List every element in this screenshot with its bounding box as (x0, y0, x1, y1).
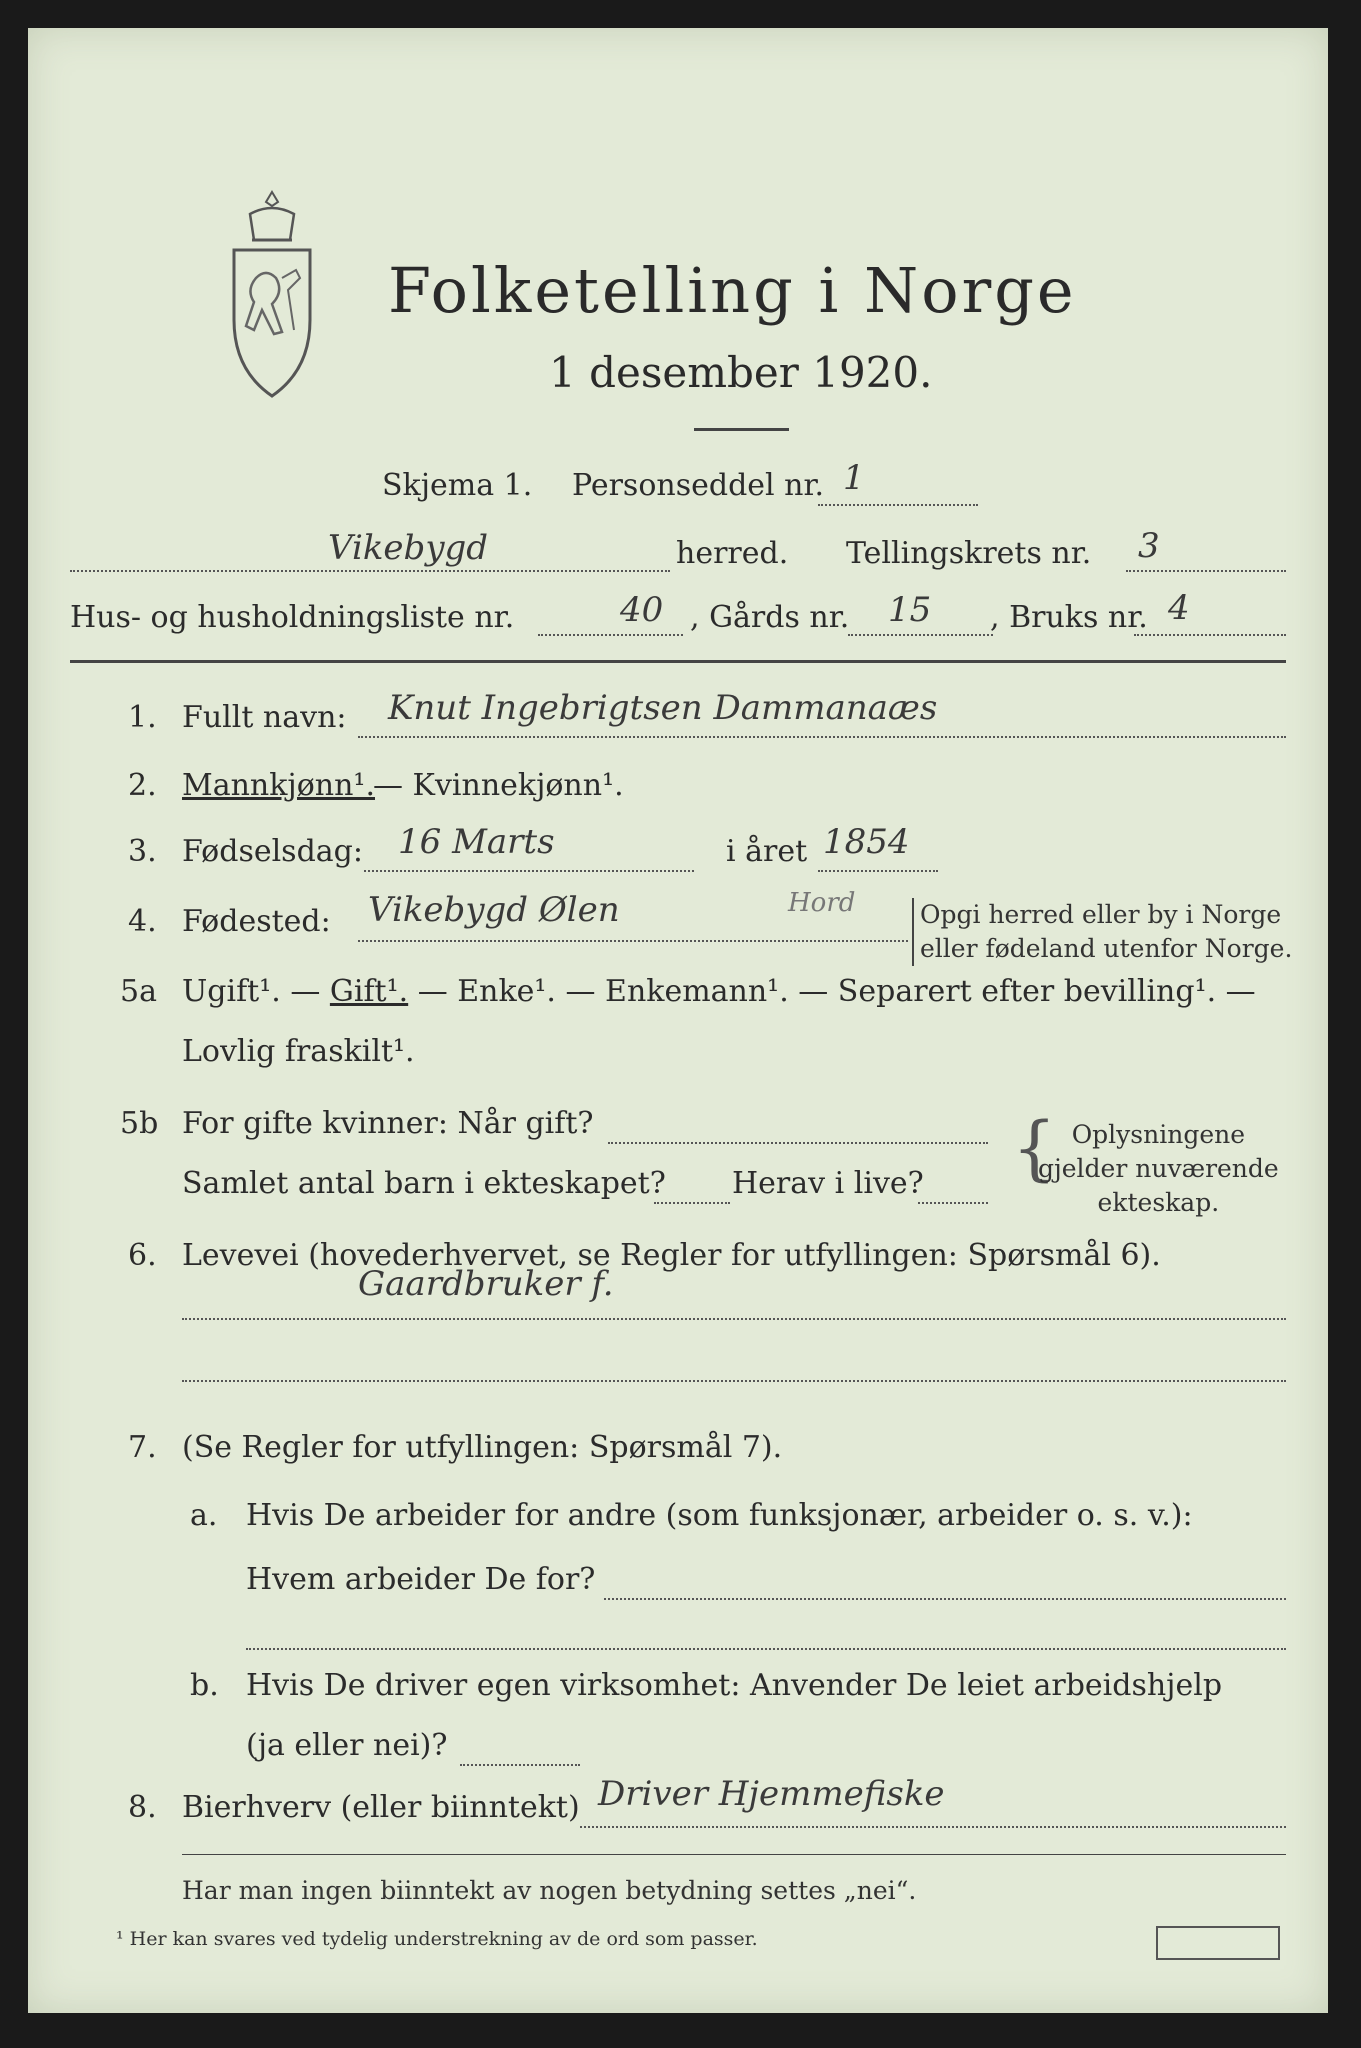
footer-note: Har man ingen biinntekt av nogen betydning settes „nei“. (182, 1876, 917, 1905)
q6-value: Gaardbruker f. (358, 1264, 614, 1304)
q2-number: 2. (128, 768, 157, 803)
q6-label: Levevei (hovederhvervet, se Regler for utfyllingen: Spørsmål 6). (182, 1238, 1161, 1273)
title-divider (694, 428, 789, 431)
q1-label: Fullt navn: (182, 700, 347, 735)
bruks-label: , Bruks nr. (990, 600, 1148, 635)
q6-line-2 (182, 1380, 1286, 1382)
q5b-brace: { (1012, 1107, 1057, 1189)
q2-option-male: Mannkjønn¹. (182, 768, 375, 803)
q3-year-value: 1854 (823, 822, 910, 862)
q5b-label: For gifte kvinner: Når gift? (182, 1106, 594, 1141)
header-divider (70, 660, 1286, 663)
personseddel-value: 1 (843, 458, 865, 498)
q8-label: Bierhverv (eller biinntekt) (182, 1790, 580, 1825)
q5b-note (1038, 1118, 1279, 1220)
q7a-letter: a. (190, 1498, 218, 1533)
q4-line (358, 940, 908, 942)
q7a-line-1 (604, 1598, 1286, 1600)
coat-of-arms-icon (226, 188, 318, 403)
q5b-children-line (654, 1202, 730, 1204)
q5a-options (182, 974, 1256, 1009)
schema-label: Skjema 1. (382, 468, 533, 503)
q4-note (912, 898, 1292, 966)
herred-value: Vikebygd (328, 528, 489, 568)
q3-year-line (818, 870, 938, 872)
q4-label: Fødested: (182, 904, 331, 939)
q5b-alive-line (918, 1202, 988, 1204)
q5b-note-line2: gjelder nuværende (1038, 1154, 1279, 1183)
q7b-yesno-label: (ja eller nei)? (246, 1728, 448, 1763)
q2-option-female: — Kvinnekjønn¹. (373, 768, 624, 803)
form-title: Folketelling i Norge (388, 254, 1077, 327)
herred-label: herred. (676, 536, 789, 571)
q7a-who-label: Hvem arbeider De for? (246, 1562, 596, 1597)
bruks-line (1134, 634, 1286, 636)
husholdningsliste-label: Hus- og husholdningsliste nr. (70, 600, 515, 635)
q5a-option-gift: Gift¹. (329, 974, 409, 1009)
gards-line (848, 634, 993, 636)
q8-line (580, 1826, 1286, 1828)
census-form-sheet (28, 28, 1328, 2013)
q6-line-1 (182, 1318, 1286, 1320)
herred-line (70, 570, 670, 572)
q3-date-line (364, 870, 694, 872)
q5b-line (608, 1142, 988, 1144)
q6-number: 6. (128, 1238, 157, 1273)
bruks-value: 4 (1168, 588, 1190, 628)
q7a-line-2 (246, 1648, 1286, 1650)
footnote: ¹ Her kan svares ved tydelig understrekning av de ord som passer. (116, 1928, 758, 1950)
q1-line (358, 736, 1286, 738)
q3-number: 3. (128, 834, 157, 869)
q4-note-line1: Opgi herred eller by i Norge (920, 900, 1282, 929)
footer-divider (182, 1854, 1286, 1855)
q5a-number: 5a (120, 974, 157, 1009)
husliste-value: 40 (620, 590, 664, 630)
tellingskrets-value: 3 (1138, 526, 1160, 566)
q3-date-value: 16 Marts (398, 822, 555, 862)
q5b-number: 5b (120, 1106, 159, 1141)
q7b-line (460, 1764, 580, 1766)
q5a-option-ugift: Ugift¹. — (182, 974, 321, 1009)
q1-number: 1. (128, 700, 157, 735)
tellingskrets-label: Tellingskrets nr. (846, 536, 1092, 571)
gards-value: 15 (888, 590, 932, 630)
q7-label: (Se Regler for utfyllingen: Spørsmål 7). (182, 1430, 783, 1465)
q1-value: Knut Ingebrigtsen Dammanaæs (388, 688, 938, 728)
q5b-note-line3: ekteskap. (1097, 1188, 1220, 1217)
q4-number: 4. (128, 904, 157, 939)
q5b-children-label: Samlet antal barn i ekteskapet? (182, 1166, 666, 1201)
q7b-letter: b. (190, 1668, 219, 1703)
tellingskrets-line (1126, 570, 1286, 572)
personseddel-label: Personseddel nr. (572, 468, 825, 503)
printer-stamp (1156, 1926, 1280, 1960)
q4-value: Vikebygd Ølen (368, 890, 620, 930)
q5b-note-line1: Oplysningene (1071, 1120, 1246, 1149)
q3-year-label: i året (726, 834, 808, 869)
q4-pencil-note: Hord (788, 888, 856, 918)
q8-value: Driver Hjemmefiske (598, 1774, 945, 1814)
q7b-label: Hvis De driver egen virksomhet: Anvender De leiet arbeidshjelp (246, 1668, 1223, 1703)
q8-number: 8. (128, 1790, 157, 1825)
husliste-line (538, 634, 683, 636)
q5a-option-rest: — Enke¹. — Enkemann¹. — Separert efter bevilling¹. — (417, 974, 1256, 1009)
personseddel-line (818, 504, 978, 506)
gards-label: , Gårds nr. (690, 600, 850, 635)
q3-label: Fødselsdag: (182, 834, 363, 869)
q7-number: 7. (128, 1430, 157, 1465)
q5b-alive-label: Herav i live? (732, 1166, 924, 1201)
form-date: 1 desember 1920. (549, 348, 933, 397)
q7a-label: Hvis De arbeider for andre (som funksjonær, arbeider o. s. v.): (246, 1498, 1193, 1533)
q5a-option-fraskilt: Lovlig fraskilt¹. (182, 1034, 415, 1069)
q4-note-line2: eller fødeland utenfor Norge. (920, 934, 1293, 963)
